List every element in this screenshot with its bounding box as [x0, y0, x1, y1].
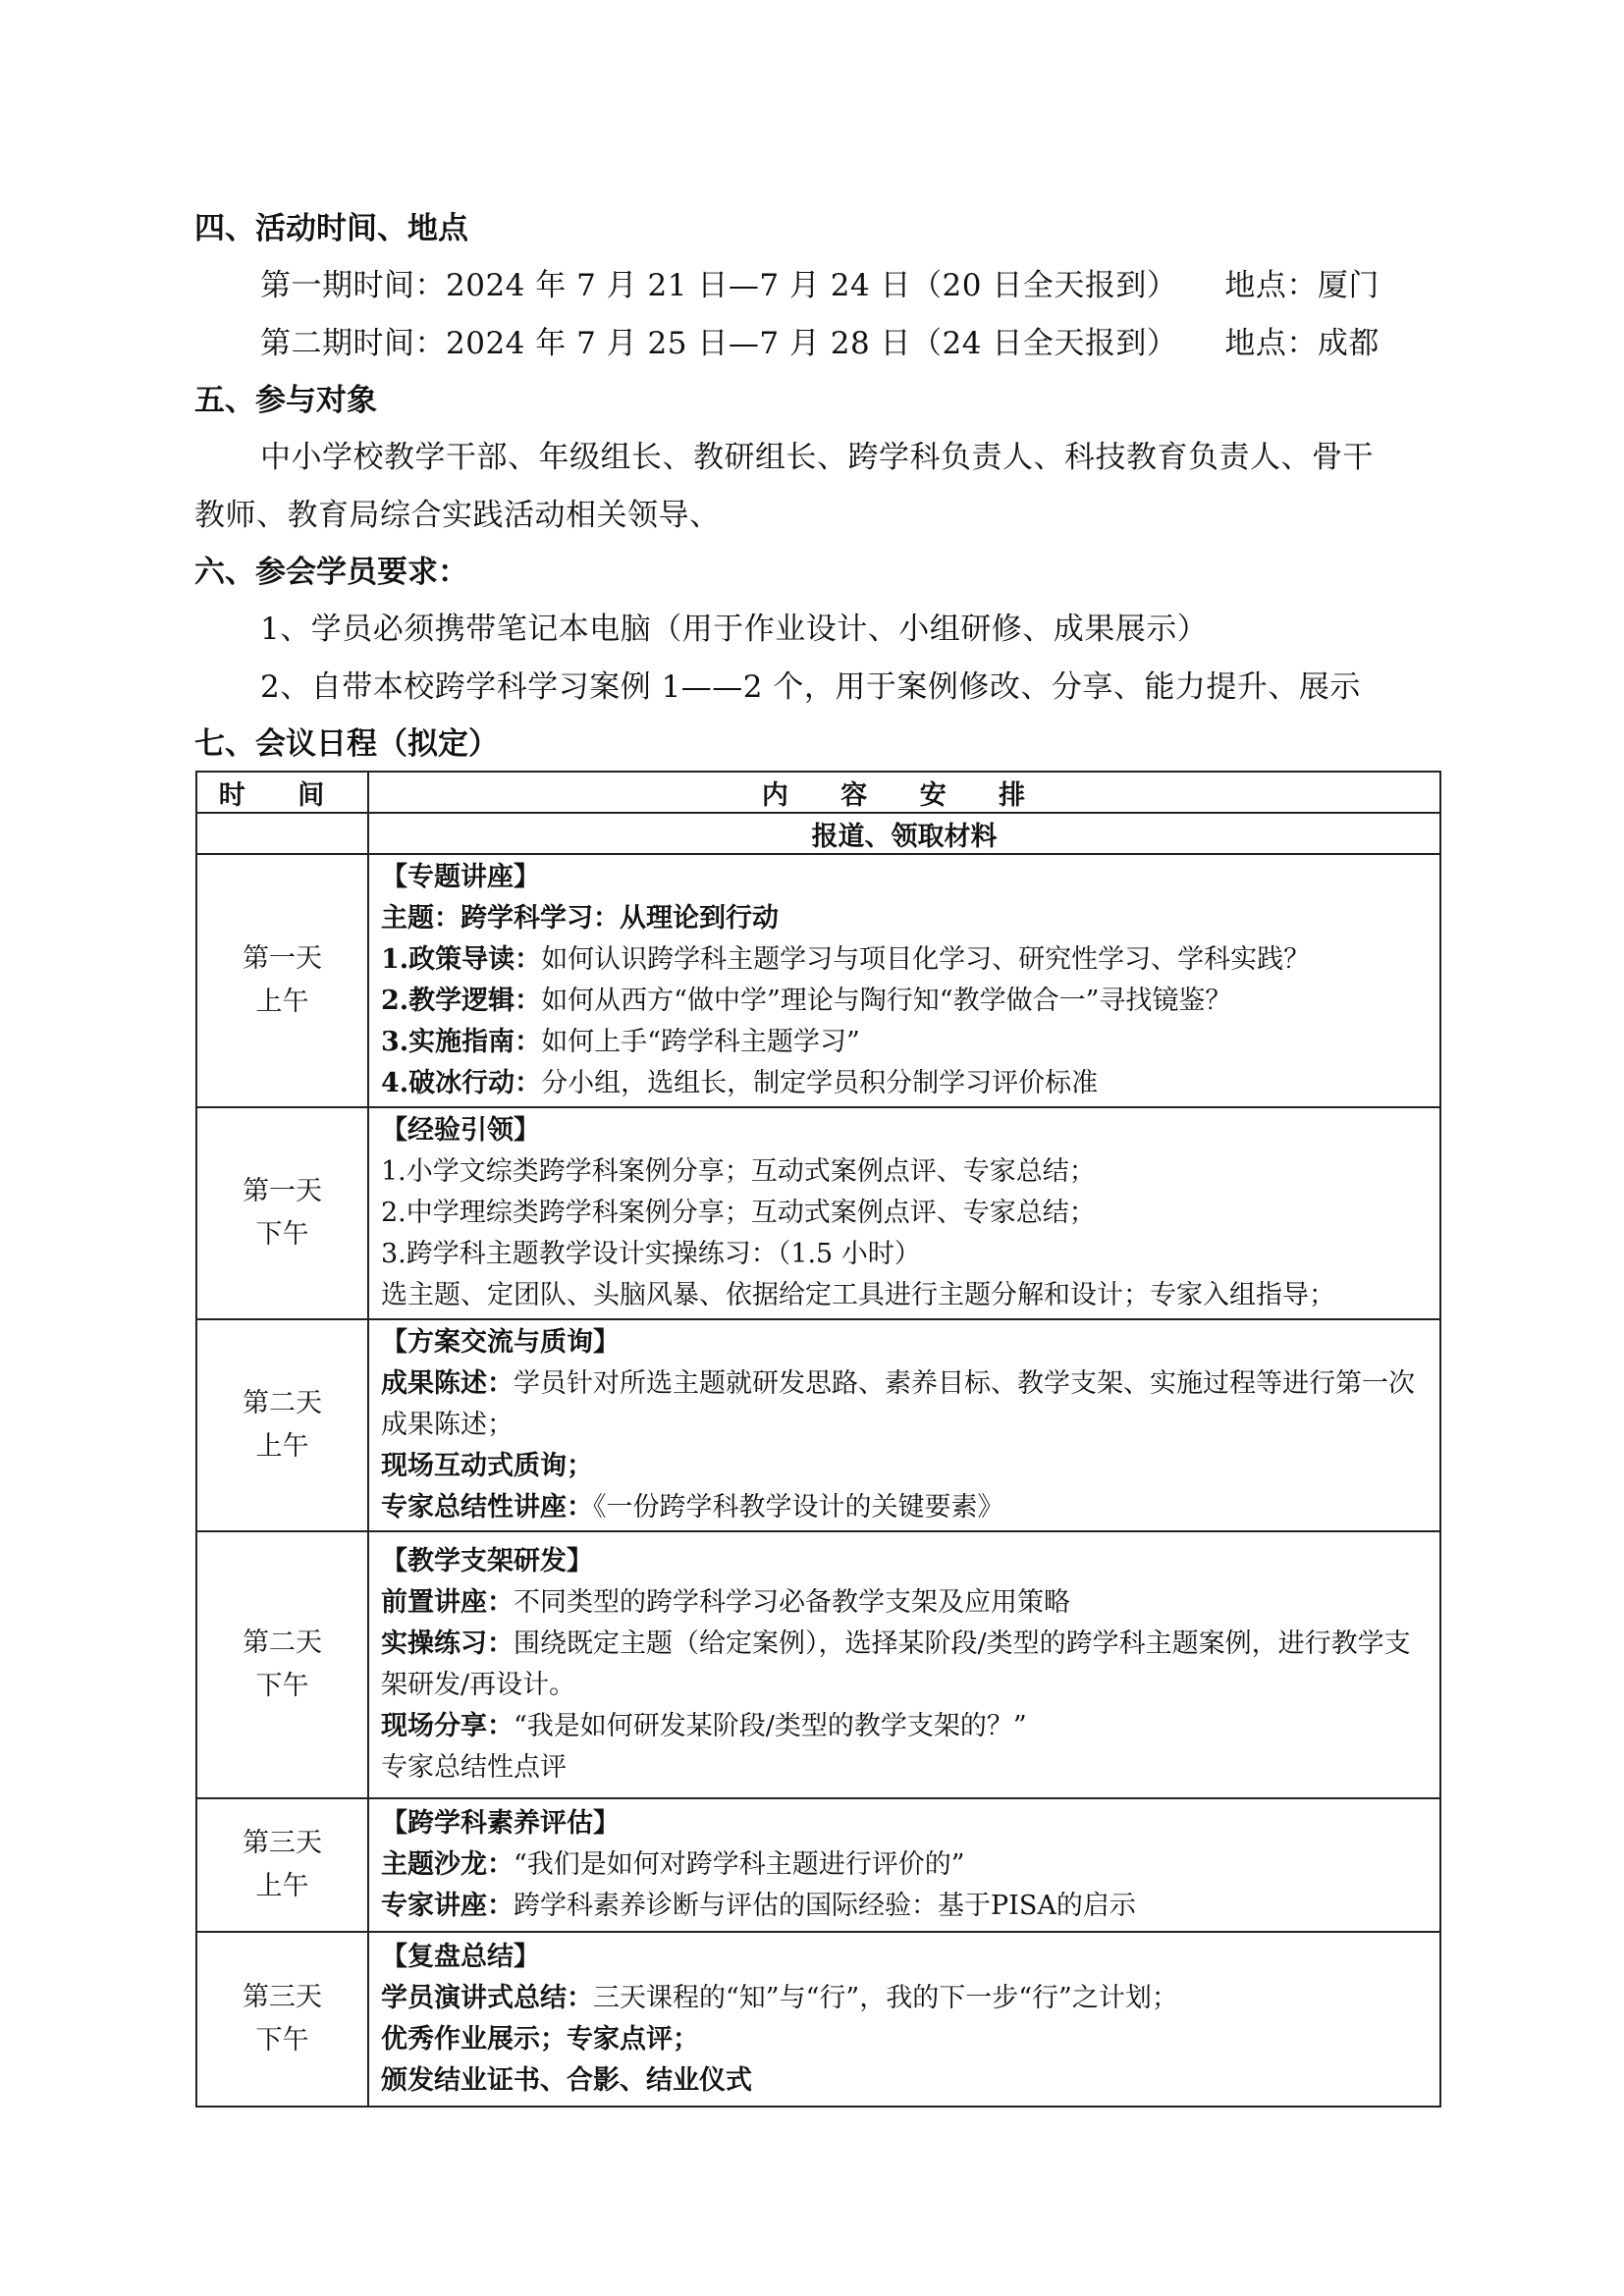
row-title: 【复盘总结】: [381, 1942, 540, 1972]
content-cell: 【教学支架研发】 前置讲座：不同类型的跨学科学习必备教学支架及应用策略 实操练习：围绕既定主题（给定案例），选择某阶段/类型的跨学科主题案例，进行教学支架研发/再设计。 现场分享：“我是如何研发某阶段/类型的教学支架的？” 专家总结性点评: [368, 1531, 1440, 1798]
table-row: [196, 1107, 1440, 1319]
time-cell: 第三天 下午: [196, 1932, 368, 2107]
section-5-heading: 五、参与对象: [194, 383, 377, 418]
section-6-heading: 六、参会学员要求：: [194, 555, 468, 590]
time-cell: 第一天 下午: [196, 1107, 368, 1319]
period-1-line: [260, 266, 1380, 305]
header-content: 内 容 安 排: [368, 772, 1440, 813]
row-title: 【方案交流与质询】: [381, 1327, 620, 1358]
table-row: [196, 1531, 1440, 1798]
requirement-item-1: 1、学员必须携带笔记本电脑（用于作业设计、小组研修、成果展示）: [260, 612, 1209, 647]
content-cell: 【方案交流与质询】 成果陈述：学员针对所选主题就研发思路、素养目标、教学支架、实施过程等进行第一次成果陈述； 现场互动式质询； 专家总结性讲座：《一份跨学科教学设计的关键要素》: [368, 1319, 1440, 1531]
content-cell: 【经验引领】 1.小学文综类跨学科案例分享；互动式案例点评、专家总结； 2.中学理综类跨学科案例分享；互动式案例点评、专家总结； 3.跨学科主题教学设计实操练习：（1.5 小时） 选主题、定团队、头脑风暴、依据给定工具进行主题分解和设计；专家入组指导；: [368, 1107, 1440, 1319]
row-title: 【专题讲座】: [381, 862, 540, 892]
table-header-row: [196, 772, 1440, 813]
time-cell: 第一天 上午: [196, 854, 368, 1107]
period-2-time: 第二期时间：2024 年 7 月 25 日—7 月 28 日（24 日全天报到）: [260, 326, 1178, 361]
header-time: 时 间: [196, 772, 368, 813]
row-theme: 主题：跨学科学习：从理论到行动: [381, 903, 779, 934]
requirement-item-2: 2、自带本校跨学科学习案例 1——2 个，用于案例修改、分享、能力提升、展示: [260, 669, 1361, 705]
table-row: [196, 1319, 1440, 1531]
table-row: [196, 1798, 1440, 1932]
section-7-heading: 七、会议日程（拟定）: [194, 726, 499, 762]
row-title: 【跨学科素养评估】: [381, 1808, 620, 1839]
time-cell: 第三天 上午: [196, 1798, 368, 1932]
participants-line-2: 教师、教育局综合实践活动相关领导、: [194, 498, 721, 533]
period-1-place: 地点：厦门: [1224, 268, 1380, 303]
table-row: [196, 1932, 1440, 2107]
section-4-heading: 四、活动时间、地点: [194, 211, 468, 246]
period-1-time: 第一期时间：2024 年 7 月 21 日—7 月 24 日（20 日全天报到）: [260, 268, 1178, 303]
checkin-content: 报道、领取材料: [368, 813, 1440, 854]
time-cell: 第二天 上午: [196, 1319, 368, 1531]
table-row: [196, 854, 1440, 1107]
time-cell: 第二天 下午: [196, 1531, 368, 1798]
content-cell: 【复盘总结】 学员演讲式总结：三天课程的“知”与“行”，我的下一步“行”之计划； 优秀作业展示；专家点评； 颁发结业证书、合影、结业仪式: [368, 1932, 1440, 2107]
period-2-line: [260, 324, 1380, 363]
row-title: 【教学支架研发】: [381, 1546, 593, 1576]
schedule-table: [195, 771, 1441, 2108]
content-cell: 【跨学科素养评估】 主题沙龙：“我们是如何对跨学科主题进行评价的” 专家讲座：跨学科素养诊断与评估的国际经验：基于PISA的启示: [368, 1798, 1440, 1932]
period-2-place: 地点：成都: [1224, 326, 1380, 361]
checkin-time-cell: [196, 813, 368, 854]
checkin-row: [196, 813, 1440, 854]
row-title: 【经验引领】: [381, 1115, 540, 1146]
participants-line-1: 中小学校教学干部、年级组长、教研组长、跨学科负责人、科技教育负责人、骨干: [260, 440, 1374, 475]
content-cell: 【专题讲座】 主题：跨学科学习：从理论到行动 1.政策导读：如何认识跨学科主题学习与项目化学习、研究性学习、学科实践？ 2.教学逻辑：如何从西方“做中学”理论与陶行知“教学做合一”寻找镜鉴？ 3.实施指南：如何上手“跨学科主题学习” 4.破冰行动：分小组，选组长，制定学员积分制学习评价标准: [368, 854, 1440, 1107]
